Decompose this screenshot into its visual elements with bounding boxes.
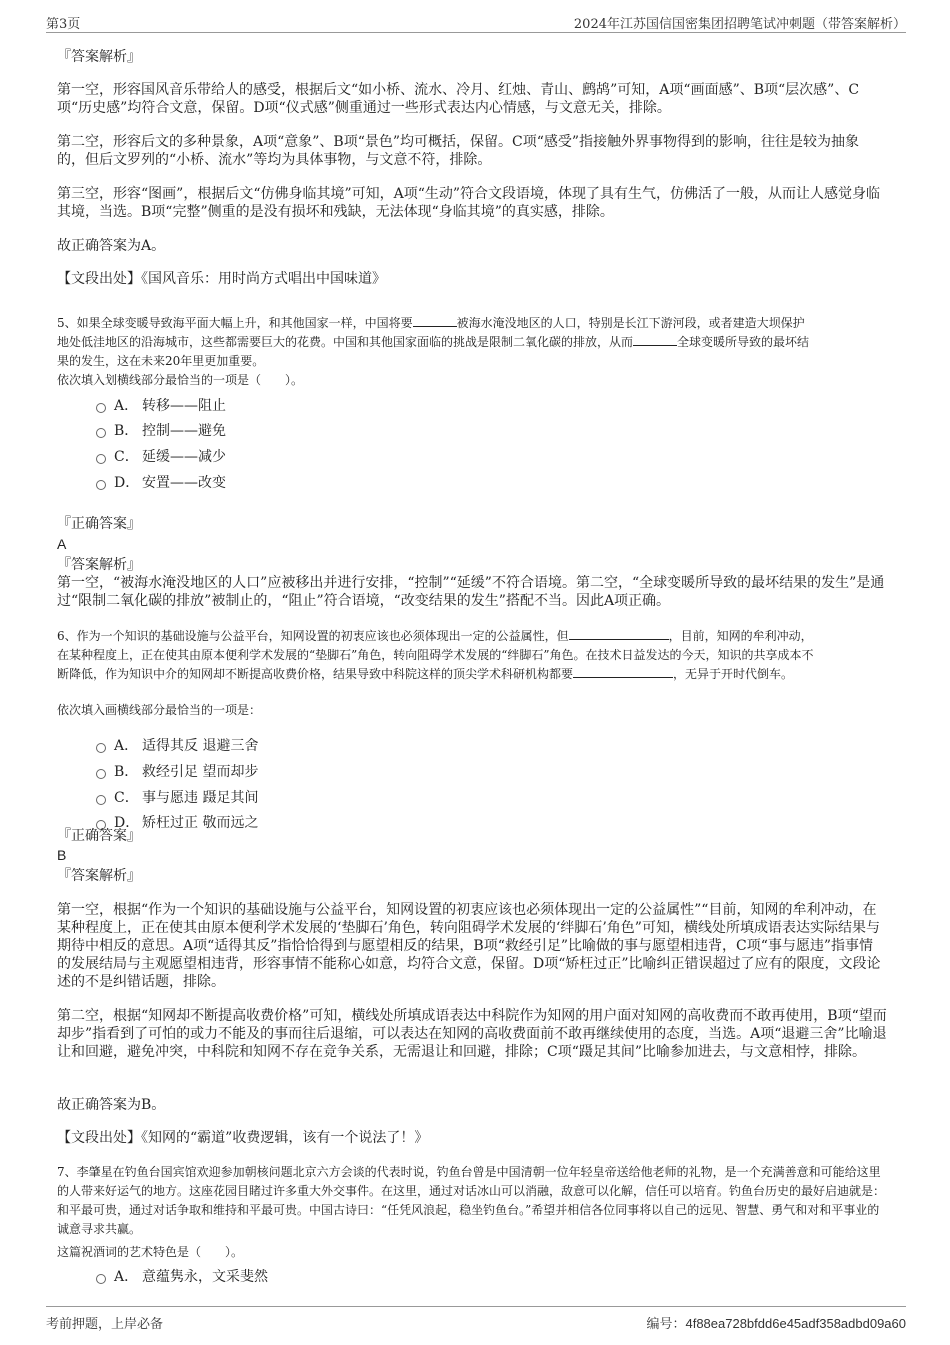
radio-icon[interactable] <box>96 403 106 413</box>
q7-ask: 这篇祝酒词的艺术特色是（ ）。 <box>57 1245 244 1259</box>
q6-answer: B <box>57 847 67 863</box>
q5-answer: A <box>57 536 67 552</box>
radio-icon[interactable] <box>96 1274 106 1284</box>
q4-analysis-p2: 第二空，形容后文的多种景象，A项“意象”、B项“景色”均可概括，保留。C项“感受”指接触外界事物得到的影响，往往是较为抽象的，但后文罗列的“小桥、流水”等均为具体事物，与文意不符，排除。 <box>57 134 860 168</box>
q5-answer-title: 『正确答案』 <box>57 516 141 532</box>
q5-option-a[interactable]: A． 转移——阻止 <box>96 397 226 415</box>
q5-stem: 5、如果全球变暖导致海平面大幅上升，和其他国家一样，中国将要 被海水淹没地区的人口，特别是长江下游河段，或者建造大坝保护 地处低洼地区的沿海城市，这些都需要巨大的花费。中国和其他国家面临的挑战是限制二氧化碳的排放，从而 全球变暖所导致的最坏结 果的发生，这在未来20年里更加重要。 依次填入划横线部分最恰当的一项是（ ）。 <box>57 316 810 387</box>
blank-line <box>413 314 457 327</box>
radio-icon[interactable] <box>96 743 106 753</box>
q6-ask: 依次填入画横线部分最恰当的一项是： <box>57 703 262 717</box>
q6-option-a[interactable]: A． 适得其反 退避三舍 <box>96 737 258 755</box>
radio-icon[interactable] <box>96 795 106 805</box>
radio-icon[interactable] <box>96 454 106 464</box>
q5-option-b[interactable]: B． 控制——避免 <box>96 422 226 440</box>
q6-answer-title: 『正确答案』 <box>57 828 141 844</box>
document-id: 编号：4f88ea728bfdd6e45adf358adbd09a60 <box>646 1316 906 1331</box>
blank-line <box>573 665 673 678</box>
blank-line <box>569 627 669 640</box>
q6-conclusion: 故正确答案为B。 <box>57 1097 166 1113</box>
page-header <box>46 10 906 33</box>
q4-analysis-p1: 第一空，形容国风音乐带给人的感受，根据后文“如小桥、流水、冷月、红烛、青山、鹧鸪”可知，A项“画面感”、B项“层次感”、C项“历史感”均符合文意，保留。D项“仪式感”侧重通过一些形式表达内心情感，与文意无关，排除。 <box>57 82 860 116</box>
q4-analysis-p3: 第三空，形容“图画”，根据后文“仿佛身临其境”可知，A项“生动”符合文段语境，体现了具有生气，仿佛活了一般，从而让人感觉身临其境，当选。B项“完整”侧重的是没有损坏和残缺，无法体现“身临其境”的真实感，排除。 <box>57 186 881 220</box>
q4-source: 【文段出处】《国风音乐：用时尚方式唱出中国味道》 <box>57 271 386 287</box>
q6-analysis-p1: 第一空，根据“作为一个知识的基础设施与公益平台，知网设置的初衷应该也必须体现出一定的公益属性”“目前，知网的牟利冲动，在某种程度上，正在使其由原本便利学术发展的‘垫脚石’角色，转向阻碍学术发展的‘绊脚石’角色”可知，横线处所填成语表达实际结果与期待中相反的意思。A项“适得其反”指恰恰得到与愿望相反的结果，B项“救经引足”比喻做的事与愿望相违背，C项“事与愿违”指事情的发展结局与主观愿望相违背，形容事情不能称心如意，均符合文意，保留。D项“矫枉过正”比喻纠正错误超过了应有的限度，文段论述的不是纠错话题，排除。 <box>57 902 881 990</box>
q6-analysis-title: 『答案解析』 <box>57 868 141 884</box>
footer-slogan: 考前押题，上岸必备 <box>46 1317 164 1332</box>
q4-conclusion: 故正确答案为A。 <box>57 238 166 254</box>
q7-option-a[interactable]: A． 意蕴隽永，文采斐然 <box>96 1268 268 1286</box>
radio-icon[interactable] <box>96 769 106 779</box>
q5-analysis-title: 『答案解析』 <box>57 557 141 573</box>
q6-option-c[interactable]: C． 事与愿违 蹑足其间 <box>96 789 258 807</box>
q6-stem: 6、作为一个知识的基础设施与公益平台，知网设置的初衷应该也必须体现出一定的公益属性，但 ，目前，知网的牟利冲动， 在某种程度上，正在使其由原本便利学术发展的“垫脚石”角色，转向阻碍学术发展的“绊脚石”角色。在技术日益发达的今天，知识的共享成本不 断降低，作为知识中介的知网却不断提高收费价格，结果导致中科院这样的顶尖学术科研机构都要 ，无异于开时代倒车。 <box>57 629 814 681</box>
page-number: 第3页 <box>46 17 81 32</box>
q6-option-d[interactable]: D． 矫枉过正 敬而远之 <box>96 814 258 832</box>
q6-analysis-p2: 第二空，根据“知网却不断提高收费价格”可知，横线处所填成语表达中科院作为知网的用户面对知网的高收费而不敢再使用，B项“望而却步”指看到了可怕的或力不能及的事而往后退缩，可以表达在知网的高收费面前不敢再继续使用的态度，当选。A项“退避三舍”比喻退让和回避，避免冲突，中科院和知网不存在竞争关系，无需退让和回避，排除；C项“蹑足其间”比喻参加进去，与文意相悖，排除。 <box>57 1008 887 1060</box>
q7-stem: 7、李肇星在钓鱼台国宾馆欢迎参加朝核问题北京六方会谈的代表时说，钓鱼台曾是中国清朝一位年轻皇帝送给他老师的礼物，是一个充满善意和可能给这里的人带来好运气的地方。这座花园目睹过许多重大外交事件。在这里，通过对话冰山可以消融，敌意可以化解，信任可以培育。钓鱼台历史的最好启迪就是：和平最可贵，通过对话争取和维持和平最可贵。中国古诗曰：“任凭风浪起，稳坐钓鱼台。”希望并相信各位同事将以自己的远见、智慧、勇气和对和平事业的诚意寻求共赢。 <box>57 1165 886 1236</box>
q6-option-b[interactable]: B． 救经引足 望而却步 <box>96 763 258 781</box>
blank-line <box>633 333 677 346</box>
q5-option-c[interactable]: C． 延缓——减少 <box>96 448 226 466</box>
q4-analysis-title: 『答案解析』 <box>57 49 141 65</box>
document-title: 2024年江苏国信国密集团招聘笔试冲刺题（带答案解析） <box>573 17 906 32</box>
q5-option-d[interactable]: D． 安置——改变 <box>96 474 226 492</box>
page-footer <box>46 1306 906 1331</box>
radio-icon[interactable] <box>96 428 106 438</box>
q6-source: 【文段出处】《知网的“霸道”收费逻辑，该有一个说法了！》 <box>57 1130 429 1146</box>
q5-analysis: 第一空，“被海水淹没地区的人口”应被移出并进行安排，“控制”“延缓”不符合语境。第二空，“全球变暖所导致的最坏结果的发生”是通过“限制二氧化碳的排放”被制止的，“阻止”符合语境，“改变结果的发生”搭配不当。因此A项正确。 <box>57 575 885 609</box>
radio-icon[interactable] <box>96 480 106 490</box>
